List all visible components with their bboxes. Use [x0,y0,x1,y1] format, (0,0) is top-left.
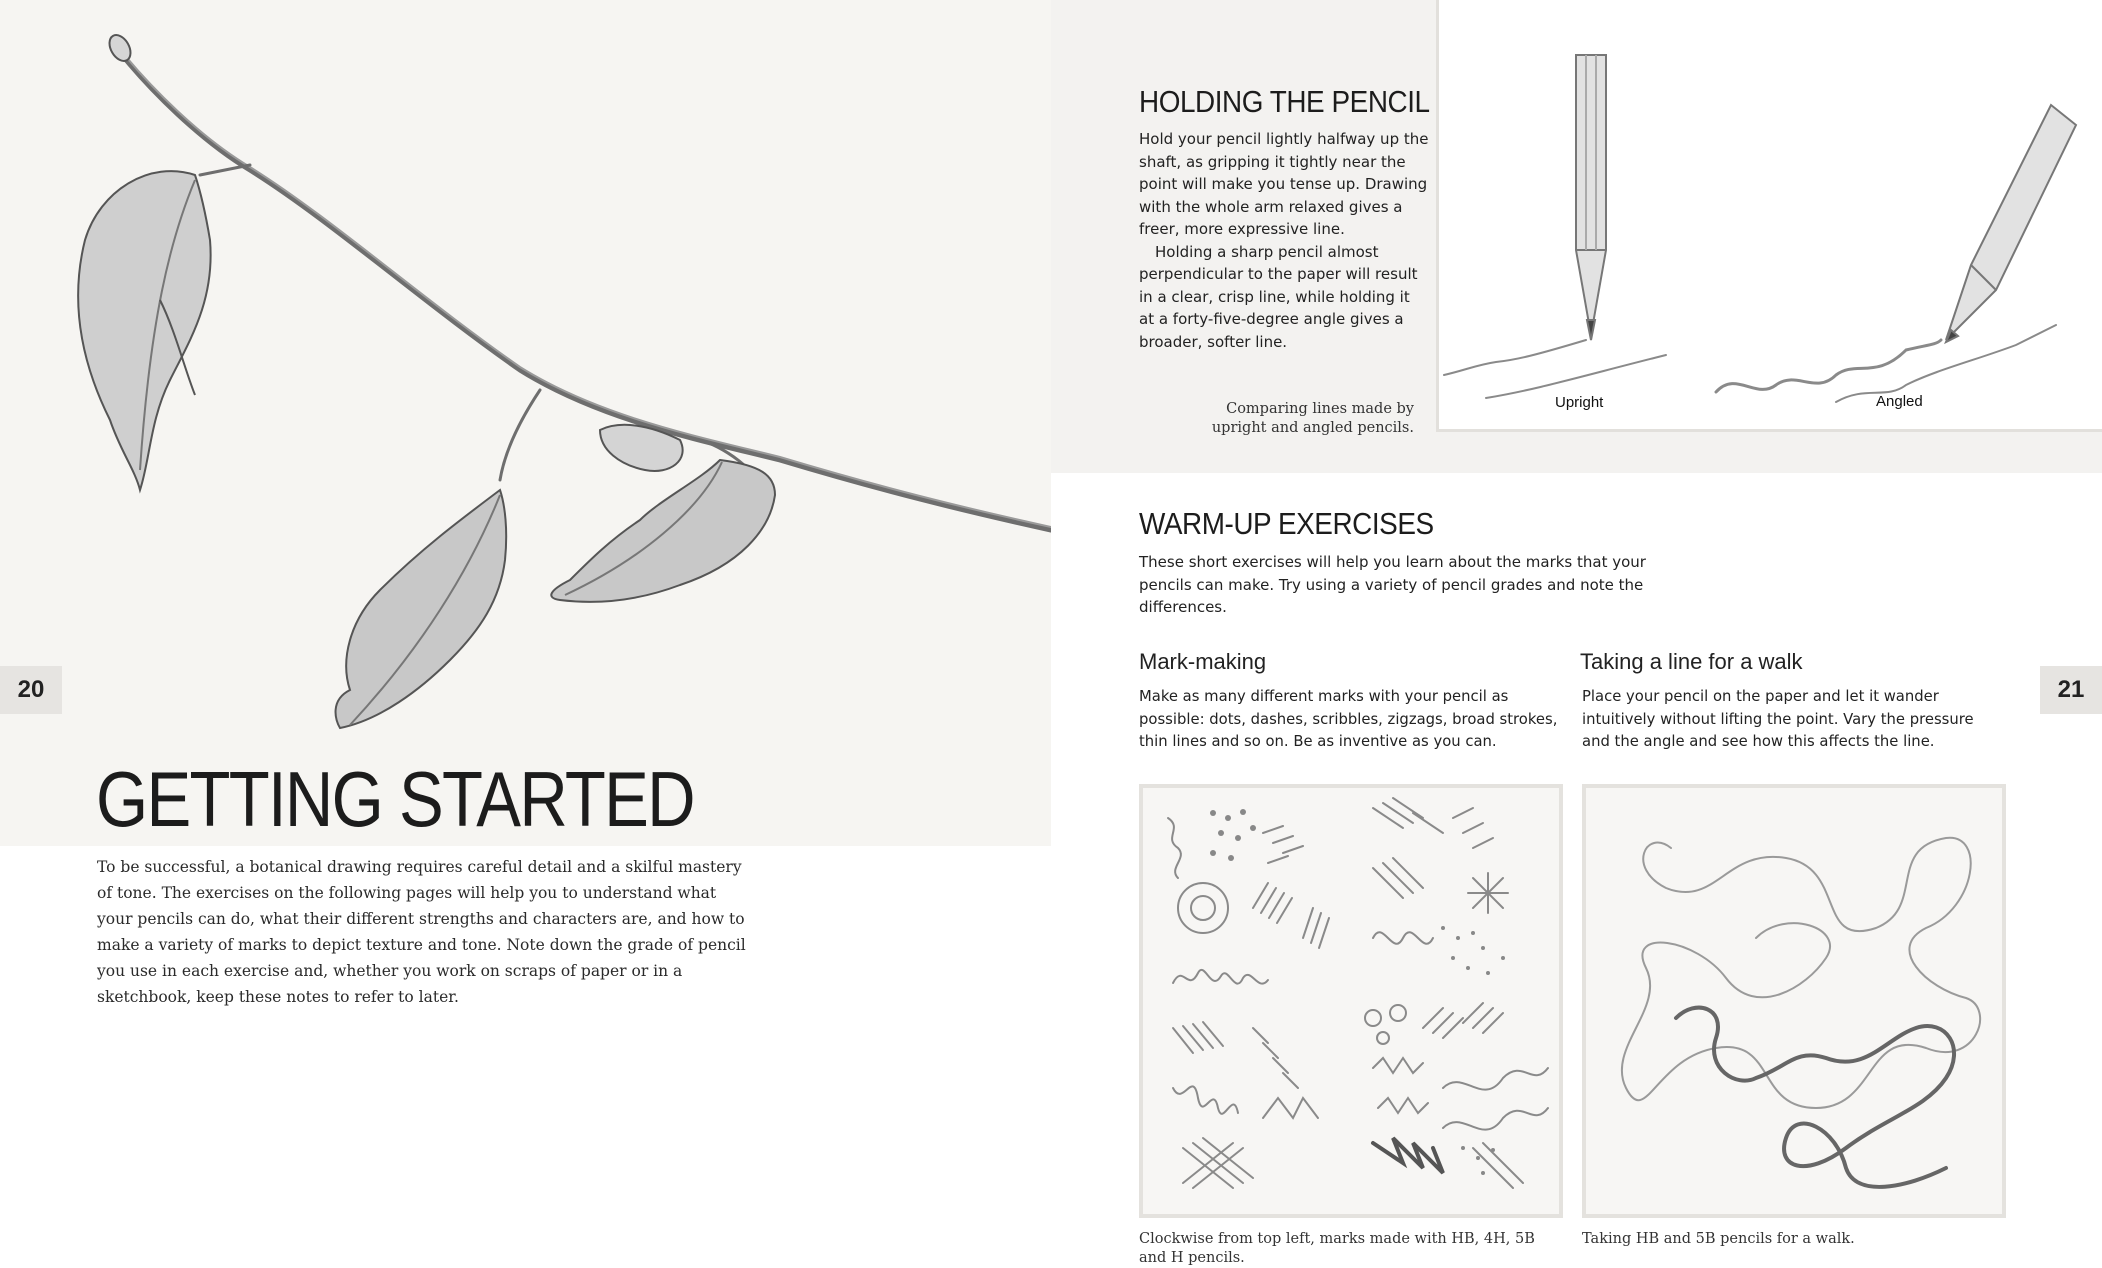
line-walk-text: Place your pencil on the paper and let it wander intuitively without lifting the point. Vary the pressure and the angle and see how this affects the line. [1582,688,1974,750]
branch-illustration [0,0,1051,846]
mark-making-text: Make as many different marks with your pencil as possible: dots, dashes, scribbles, zigzags, broad strokes, thin lines and so on. Be as inventive as you can. [1139,688,1558,750]
chapter-title: GETTING STARTED [96,755,694,843]
mark-making-caption: Clockwise from top left, marks made with HB, 4H, 5B and H pencils. [1139,1231,1535,1266]
pencil-comparison-illustration [1436,0,2102,432]
warmup-text: These short exercises will help you learn about the marks that your pencils can make. Try using a variety of pencil grades and note the differences. [1139,553,1646,616]
mark-making-sample [1139,784,1563,1218]
warmup-title: WARM-UP EXERCISES [1139,506,1434,541]
page-number-left: 20 [0,666,62,714]
page-number-right: 21 [2040,666,2102,714]
holding-caption: Comparing lines made by upright and angled pencils. [1211,401,1414,436]
upright-label: Upright [1555,394,1604,411]
holding-paragraph-1: Hold your pencil lightly halfway up the shaft, as gripping it tightly near the point will make you tense up. Drawing with the whole arm relaxed gives a freer, more expressive line. [1139,130,1429,238]
line-walk-illustration [1586,788,2002,1214]
line-walk-sample [1582,784,2006,1218]
mark-making-illustration [1143,788,1559,1214]
line-walk-caption: Taking HB and 5B pencils for a walk. [1582,1231,1855,1247]
holding-paragraph-2: Holding a sharp pencil almost perpendicular to the paper will result in a clear, crisp line, while holding it at a forty-five-degree angle gives a broader, softer line. [1139,242,1418,351]
holding-pencil-text [1139,128,1429,353]
line-walk-heading: Taking a line for a walk [1580,649,1803,674]
angled-label: Angled [1876,393,1923,410]
intro-paragraph: To be successful, a botanical drawing requires careful detail and a skilful mastery of tone. The exercises on the following pages will help you to understand what your pencils can do, what their different strengths and characters are, and how to make a variety of marks to depict texture and tone. Note down the grade of pencil you use in each exercise and, whether you work on scraps of paper or in a sketchbook, keep these notes to refer to later. [97,858,746,1006]
holding-pencil-title: HOLDING THE PENCIL [1139,84,1430,119]
mark-making-heading: Mark-making [1139,649,1267,674]
